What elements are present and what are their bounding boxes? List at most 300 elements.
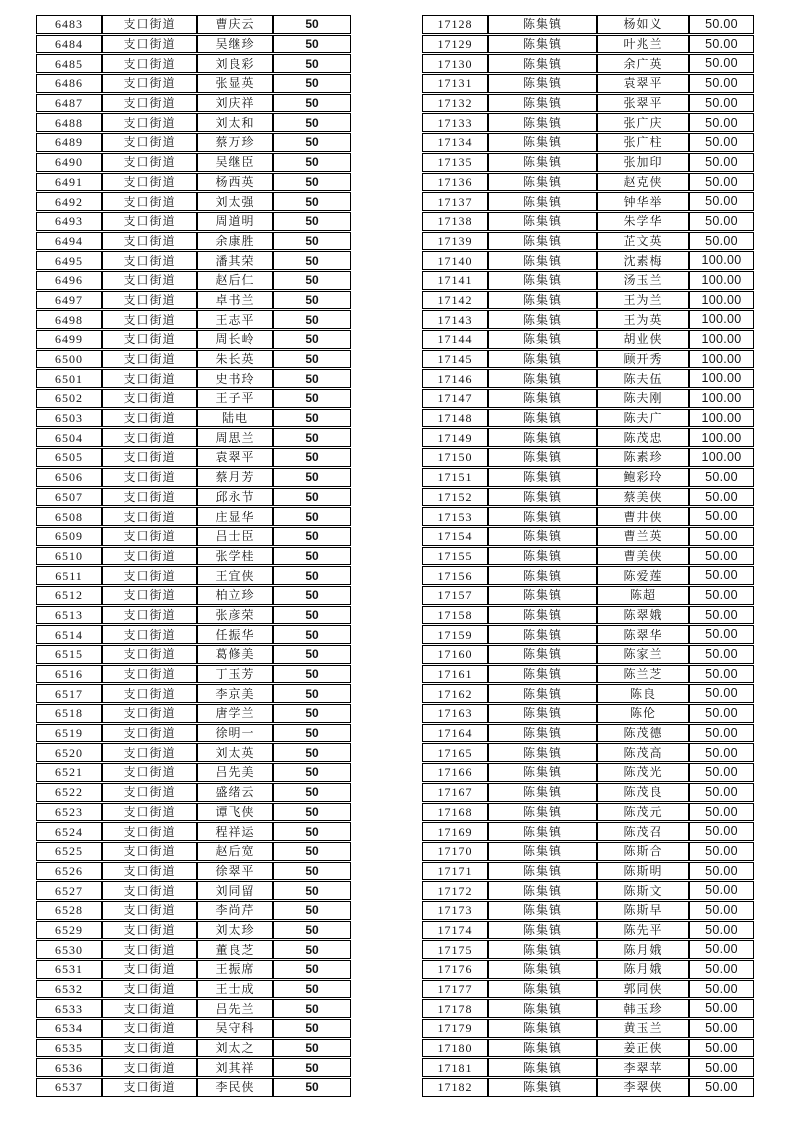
amount-cell: 50.00 bbox=[689, 842, 754, 861]
amount-cell: 50 bbox=[273, 409, 351, 428]
area-cell: 支口街道 bbox=[102, 881, 197, 900]
table-row bbox=[36, 54, 351, 73]
amount-cell: 50.00 bbox=[689, 153, 754, 172]
table-row bbox=[36, 980, 351, 999]
amount-cell: 50 bbox=[273, 133, 351, 152]
area-cell: 陈集镇 bbox=[488, 291, 597, 310]
area-cell: 支口街道 bbox=[102, 350, 197, 369]
area-cell: 支口街道 bbox=[102, 133, 197, 152]
table-row bbox=[36, 960, 351, 979]
id-cell: 17177 bbox=[422, 980, 488, 999]
name-cell: 王志平 bbox=[197, 310, 273, 329]
id-cell: 6504 bbox=[36, 428, 102, 447]
id-cell: 6511 bbox=[36, 566, 102, 585]
id-cell: 17149 bbox=[422, 428, 488, 447]
area-cell: 支口街道 bbox=[102, 291, 197, 310]
table-row bbox=[36, 684, 351, 703]
id-cell: 17161 bbox=[422, 665, 488, 684]
id-cell: 6513 bbox=[36, 606, 102, 625]
area-cell: 支口街道 bbox=[102, 822, 197, 841]
table-row bbox=[422, 547, 754, 566]
name-cell: 黄玉兰 bbox=[597, 1019, 689, 1038]
name-cell: 赵后宽 bbox=[197, 842, 273, 861]
name-cell: 曹兰英 bbox=[597, 527, 689, 546]
table-row bbox=[36, 192, 351, 211]
id-cell: 17142 bbox=[422, 291, 488, 310]
amount-cell: 50 bbox=[273, 212, 351, 231]
amount-cell: 50.00 bbox=[689, 999, 754, 1018]
table-row bbox=[422, 960, 754, 979]
amount-cell: 50 bbox=[273, 921, 351, 940]
id-cell: 6518 bbox=[36, 704, 102, 723]
id-cell: 6485 bbox=[36, 54, 102, 73]
amount-cell: 50.00 bbox=[689, 1058, 754, 1077]
amount-cell: 100.00 bbox=[689, 448, 754, 467]
area-cell: 支口街道 bbox=[102, 606, 197, 625]
name-cell: 韩玉珍 bbox=[597, 999, 689, 1018]
amount-cell: 50 bbox=[273, 271, 351, 290]
amount-cell: 50 bbox=[273, 862, 351, 881]
table-row bbox=[422, 212, 754, 231]
id-cell: 17136 bbox=[422, 173, 488, 192]
amount-cell: 50.00 bbox=[689, 606, 754, 625]
amount-cell: 50.00 bbox=[689, 94, 754, 113]
area-cell: 支口街道 bbox=[102, 862, 197, 881]
table-row bbox=[36, 921, 351, 940]
id-cell: 6510 bbox=[36, 547, 102, 566]
amount-cell: 50.00 bbox=[689, 684, 754, 703]
table-row bbox=[422, 271, 754, 290]
table-row bbox=[36, 153, 351, 172]
name-cell: 陈斯早 bbox=[597, 901, 689, 920]
amount-cell: 50.00 bbox=[689, 803, 754, 822]
name-cell: 胡业侠 bbox=[597, 330, 689, 349]
table-row bbox=[36, 232, 351, 251]
name-cell: 陈茂高 bbox=[597, 743, 689, 762]
name-cell: 蔡万珍 bbox=[197, 133, 273, 152]
area-cell: 支口街道 bbox=[102, 960, 197, 979]
amount-cell: 50 bbox=[273, 960, 351, 979]
table-row bbox=[422, 822, 754, 841]
name-cell: 李京美 bbox=[197, 684, 273, 703]
name-cell: 李尚芹 bbox=[197, 901, 273, 920]
id-cell: 17139 bbox=[422, 232, 488, 251]
table-row bbox=[36, 1078, 351, 1097]
table-row bbox=[422, 724, 754, 743]
table-row bbox=[36, 822, 351, 841]
area-cell: 支口街道 bbox=[102, 1039, 197, 1058]
id-cell: 17152 bbox=[422, 488, 488, 507]
amount-cell: 50 bbox=[273, 389, 351, 408]
name-cell: 葛修美 bbox=[197, 645, 273, 664]
name-cell: 陈爱莲 bbox=[597, 566, 689, 585]
id-cell: 6509 bbox=[36, 527, 102, 546]
table-row bbox=[36, 1019, 351, 1038]
name-cell: 汤玉兰 bbox=[597, 271, 689, 290]
table-row bbox=[422, 842, 754, 861]
area-cell: 支口街道 bbox=[102, 566, 197, 585]
id-cell: 17132 bbox=[422, 94, 488, 113]
right-table-body bbox=[422, 15, 754, 1097]
id-cell: 6522 bbox=[36, 783, 102, 802]
amount-cell: 50 bbox=[273, 54, 351, 73]
name-cell: 曹井侠 bbox=[597, 507, 689, 526]
amount-cell: 50 bbox=[273, 881, 351, 900]
table-row bbox=[422, 428, 754, 447]
name-cell: 陈茂光 bbox=[597, 763, 689, 782]
id-cell: 6529 bbox=[36, 921, 102, 940]
amount-cell: 50.00 bbox=[689, 862, 754, 881]
amount-cell: 50.00 bbox=[689, 547, 754, 566]
id-cell: 17181 bbox=[422, 1058, 488, 1077]
id-cell: 17157 bbox=[422, 586, 488, 605]
amount-cell: 100.00 bbox=[689, 330, 754, 349]
id-cell: 17170 bbox=[422, 842, 488, 861]
name-cell: 徐翠平 bbox=[197, 862, 273, 881]
id-cell: 17129 bbox=[422, 35, 488, 54]
amount-cell: 50.00 bbox=[689, 192, 754, 211]
area-cell: 陈集镇 bbox=[488, 15, 597, 34]
name-cell: 王为兰 bbox=[597, 291, 689, 310]
amount-cell: 50 bbox=[273, 645, 351, 664]
area-cell: 支口街道 bbox=[102, 35, 197, 54]
area-cell: 支口街道 bbox=[102, 547, 197, 566]
name-cell: 陈斯合 bbox=[597, 842, 689, 861]
id-cell: 17148 bbox=[422, 409, 488, 428]
area-cell: 支口街道 bbox=[102, 1019, 197, 1038]
table-row bbox=[422, 192, 754, 211]
amount-cell: 50 bbox=[273, 310, 351, 329]
amount-cell: 50 bbox=[273, 547, 351, 566]
amount-cell: 50 bbox=[273, 724, 351, 743]
table-row bbox=[36, 94, 351, 113]
table-row bbox=[36, 901, 351, 920]
id-cell: 6530 bbox=[36, 940, 102, 959]
id-cell: 6507 bbox=[36, 488, 102, 507]
area-cell: 支口街道 bbox=[102, 625, 197, 644]
area-cell: 陈集镇 bbox=[488, 743, 597, 762]
amount-cell: 50.00 bbox=[689, 901, 754, 920]
table-row bbox=[36, 350, 351, 369]
id-cell: 6499 bbox=[36, 330, 102, 349]
area-cell: 陈集镇 bbox=[488, 251, 597, 270]
id-cell: 17156 bbox=[422, 566, 488, 585]
name-cell: 王士成 bbox=[197, 980, 273, 999]
table-row bbox=[36, 665, 351, 684]
amount-cell: 50 bbox=[273, 803, 351, 822]
table-row bbox=[422, 350, 754, 369]
table-row bbox=[422, 1039, 754, 1058]
id-cell: 6498 bbox=[36, 310, 102, 329]
area-cell: 支口街道 bbox=[102, 232, 197, 251]
name-cell: 杨如义 bbox=[597, 15, 689, 34]
amount-cell: 50.00 bbox=[689, 1039, 754, 1058]
id-cell: 6505 bbox=[36, 448, 102, 467]
table-row bbox=[36, 35, 351, 54]
amount-cell: 50.00 bbox=[689, 822, 754, 841]
amount-cell: 50.00 bbox=[689, 665, 754, 684]
table-row bbox=[36, 212, 351, 231]
area-cell: 陈集镇 bbox=[488, 684, 597, 703]
area-cell: 陈集镇 bbox=[488, 527, 597, 546]
table-row bbox=[422, 1078, 754, 1097]
area-cell: 陈集镇 bbox=[488, 330, 597, 349]
table-row bbox=[36, 625, 351, 644]
table-row bbox=[36, 547, 351, 566]
id-cell: 6495 bbox=[36, 251, 102, 270]
id-cell: 17135 bbox=[422, 153, 488, 172]
id-cell: 17164 bbox=[422, 724, 488, 743]
table-row bbox=[422, 54, 754, 73]
id-cell: 6487 bbox=[36, 94, 102, 113]
area-cell: 支口街道 bbox=[102, 468, 197, 487]
id-cell: 17178 bbox=[422, 999, 488, 1018]
amount-cell: 50 bbox=[273, 113, 351, 132]
name-cell: 刘太英 bbox=[197, 743, 273, 762]
id-cell: 17131 bbox=[422, 74, 488, 93]
area-cell: 支口街道 bbox=[102, 724, 197, 743]
area-cell: 陈集镇 bbox=[488, 842, 597, 861]
table-row bbox=[36, 1058, 351, 1077]
name-cell: 鲍彩玲 bbox=[597, 468, 689, 487]
name-cell: 曹美侠 bbox=[597, 547, 689, 566]
table-row bbox=[422, 527, 754, 546]
table-row bbox=[36, 448, 351, 467]
id-cell: 6483 bbox=[36, 15, 102, 34]
table-row bbox=[422, 409, 754, 428]
area-cell: 陈集镇 bbox=[488, 389, 597, 408]
amount-cell: 50.00 bbox=[689, 940, 754, 959]
name-cell: 刘其祥 bbox=[197, 1058, 273, 1077]
table-row bbox=[422, 94, 754, 113]
name-cell: 刘良彩 bbox=[197, 54, 273, 73]
name-cell: 蔡美侠 bbox=[597, 488, 689, 507]
id-cell: 6532 bbox=[36, 980, 102, 999]
amount-cell: 50 bbox=[273, 783, 351, 802]
table-row bbox=[422, 881, 754, 900]
name-cell: 陈茂元 bbox=[597, 803, 689, 822]
table-row bbox=[422, 291, 754, 310]
name-cell: 张彦荣 bbox=[197, 606, 273, 625]
name-cell: 余康胜 bbox=[197, 232, 273, 251]
table-row bbox=[422, 74, 754, 93]
id-cell: 6523 bbox=[36, 803, 102, 822]
area-cell: 陈集镇 bbox=[488, 35, 597, 54]
area-cell: 陈集镇 bbox=[488, 803, 597, 822]
amount-cell: 50 bbox=[273, 999, 351, 1018]
amount-cell: 100.00 bbox=[689, 350, 754, 369]
table-row bbox=[422, 803, 754, 822]
table-row bbox=[36, 704, 351, 723]
amount-cell: 50 bbox=[273, 704, 351, 723]
table-row bbox=[36, 409, 351, 428]
name-cell: 陈伦 bbox=[597, 704, 689, 723]
name-cell: 吕先美 bbox=[197, 763, 273, 782]
id-cell: 17174 bbox=[422, 921, 488, 940]
area-cell: 陈集镇 bbox=[488, 822, 597, 841]
id-cell: 17147 bbox=[422, 389, 488, 408]
id-cell: 6514 bbox=[36, 625, 102, 644]
amount-cell: 50.00 bbox=[689, 35, 754, 54]
amount-cell: 50.00 bbox=[689, 960, 754, 979]
amount-cell: 50.00 bbox=[689, 212, 754, 231]
table-row bbox=[422, 507, 754, 526]
amount-cell: 50.00 bbox=[689, 881, 754, 900]
id-cell: 17175 bbox=[422, 940, 488, 959]
table-row bbox=[36, 310, 351, 329]
id-cell: 6536 bbox=[36, 1058, 102, 1077]
area-cell: 支口街道 bbox=[102, 192, 197, 211]
area-cell: 支口街道 bbox=[102, 173, 197, 192]
area-cell: 支口街道 bbox=[102, 212, 197, 231]
id-cell: 17160 bbox=[422, 645, 488, 664]
table-row bbox=[36, 133, 351, 152]
table-row bbox=[422, 704, 754, 723]
table-row bbox=[422, 251, 754, 270]
area-cell: 支口街道 bbox=[102, 448, 197, 467]
name-cell: 陈斯文 bbox=[597, 881, 689, 900]
amount-cell: 50.00 bbox=[689, 625, 754, 644]
id-cell: 17173 bbox=[422, 901, 488, 920]
table-row bbox=[36, 763, 351, 782]
name-cell: 周思兰 bbox=[197, 428, 273, 447]
id-cell: 17128 bbox=[422, 15, 488, 34]
area-cell: 支口街道 bbox=[102, 684, 197, 703]
table-row bbox=[422, 862, 754, 881]
table-row bbox=[422, 1019, 754, 1038]
amount-cell: 50.00 bbox=[689, 507, 754, 526]
id-cell: 6496 bbox=[36, 271, 102, 290]
id-cell: 17162 bbox=[422, 684, 488, 703]
table-row bbox=[36, 507, 351, 526]
name-cell: 周长岭 bbox=[197, 330, 273, 349]
area-cell: 支口街道 bbox=[102, 645, 197, 664]
table-row bbox=[422, 625, 754, 644]
area-cell: 陈集镇 bbox=[488, 704, 597, 723]
name-cell: 陈月娥 bbox=[597, 940, 689, 959]
table-row bbox=[422, 369, 754, 388]
id-cell: 6491 bbox=[36, 173, 102, 192]
name-cell: 钟华举 bbox=[597, 192, 689, 211]
area-cell: 支口街道 bbox=[102, 74, 197, 93]
amount-cell: 50 bbox=[273, 1039, 351, 1058]
id-cell: 6502 bbox=[36, 389, 102, 408]
id-cell: 6489 bbox=[36, 133, 102, 152]
area-cell: 支口街道 bbox=[102, 389, 197, 408]
name-cell: 陈月娥 bbox=[597, 960, 689, 979]
amount-cell: 50 bbox=[273, 369, 351, 388]
id-cell: 6508 bbox=[36, 507, 102, 526]
name-cell: 朱学华 bbox=[597, 212, 689, 231]
name-cell: 陈先平 bbox=[597, 921, 689, 940]
area-cell: 陈集镇 bbox=[488, 606, 597, 625]
area-cell: 陈集镇 bbox=[488, 468, 597, 487]
name-cell: 沈素梅 bbox=[597, 251, 689, 270]
name-cell: 赵后仁 bbox=[197, 271, 273, 290]
table-row bbox=[422, 606, 754, 625]
name-cell: 陈超 bbox=[597, 586, 689, 605]
name-cell: 陈良 bbox=[597, 684, 689, 703]
table-row bbox=[36, 842, 351, 861]
area-cell: 陈集镇 bbox=[488, 1019, 597, 1038]
table-row bbox=[422, 232, 754, 251]
area-cell: 陈集镇 bbox=[488, 369, 597, 388]
id-cell: 17130 bbox=[422, 54, 488, 73]
table-row bbox=[36, 251, 351, 270]
name-cell: 史书玲 bbox=[197, 369, 273, 388]
name-cell: 叶兆兰 bbox=[597, 35, 689, 54]
area-cell: 陈集镇 bbox=[488, 94, 597, 113]
id-cell: 6525 bbox=[36, 842, 102, 861]
name-cell: 陈家兰 bbox=[597, 645, 689, 664]
amount-cell: 50.00 bbox=[689, 15, 754, 34]
area-cell: 陈集镇 bbox=[488, 232, 597, 251]
area-cell: 陈集镇 bbox=[488, 153, 597, 172]
amount-cell: 50 bbox=[273, 428, 351, 447]
area-cell: 陈集镇 bbox=[488, 547, 597, 566]
id-cell: 6519 bbox=[36, 724, 102, 743]
name-cell: 陈翠华 bbox=[597, 625, 689, 644]
id-cell: 17137 bbox=[422, 192, 488, 211]
table-row bbox=[422, 113, 754, 132]
table-row bbox=[36, 783, 351, 802]
table-row bbox=[422, 153, 754, 172]
id-cell: 6497 bbox=[36, 291, 102, 310]
name-cell: 张广柱 bbox=[597, 133, 689, 152]
area-cell: 支口街道 bbox=[102, 921, 197, 940]
name-cell: 董良芝 bbox=[197, 940, 273, 959]
area-cell: 陈集镇 bbox=[488, 862, 597, 881]
table-row bbox=[36, 488, 351, 507]
name-cell: 刘太珍 bbox=[197, 921, 273, 940]
amount-cell: 100.00 bbox=[689, 271, 754, 290]
id-cell: 17144 bbox=[422, 330, 488, 349]
name-cell: 邱永节 bbox=[197, 488, 273, 507]
name-cell: 顾开秀 bbox=[597, 350, 689, 369]
name-cell: 刘庆祥 bbox=[197, 94, 273, 113]
name-cell: 王为英 bbox=[597, 310, 689, 329]
amount-cell: 50.00 bbox=[689, 724, 754, 743]
table-row bbox=[36, 527, 351, 546]
name-cell: 蔡月芳 bbox=[197, 468, 273, 487]
area-cell: 支口街道 bbox=[102, 488, 197, 507]
amount-cell: 100.00 bbox=[689, 251, 754, 270]
area-cell: 支口街道 bbox=[102, 94, 197, 113]
area-cell: 陈集镇 bbox=[488, 665, 597, 684]
amount-cell: 50.00 bbox=[689, 54, 754, 73]
name-cell: 丁玉芳 bbox=[197, 665, 273, 684]
amount-cell: 100.00 bbox=[689, 310, 754, 329]
amount-cell: 50 bbox=[273, 192, 351, 211]
name-cell: 余广英 bbox=[597, 54, 689, 73]
area-cell: 支口街道 bbox=[102, 1058, 197, 1077]
name-cell: 任振华 bbox=[197, 625, 273, 644]
table-row bbox=[36, 586, 351, 605]
amount-cell: 50.00 bbox=[689, 980, 754, 999]
table-row bbox=[36, 15, 351, 34]
id-cell: 6512 bbox=[36, 586, 102, 605]
area-cell: 支口街道 bbox=[102, 54, 197, 73]
table-row bbox=[422, 783, 754, 802]
name-cell: 吴继臣 bbox=[197, 153, 273, 172]
table-row bbox=[422, 15, 754, 34]
name-cell: 陈夫广 bbox=[597, 409, 689, 428]
amount-cell: 50 bbox=[273, 15, 351, 34]
table-row bbox=[422, 389, 754, 408]
id-cell: 6528 bbox=[36, 901, 102, 920]
amount-cell: 50 bbox=[273, 743, 351, 762]
area-cell: 陈集镇 bbox=[488, 192, 597, 211]
